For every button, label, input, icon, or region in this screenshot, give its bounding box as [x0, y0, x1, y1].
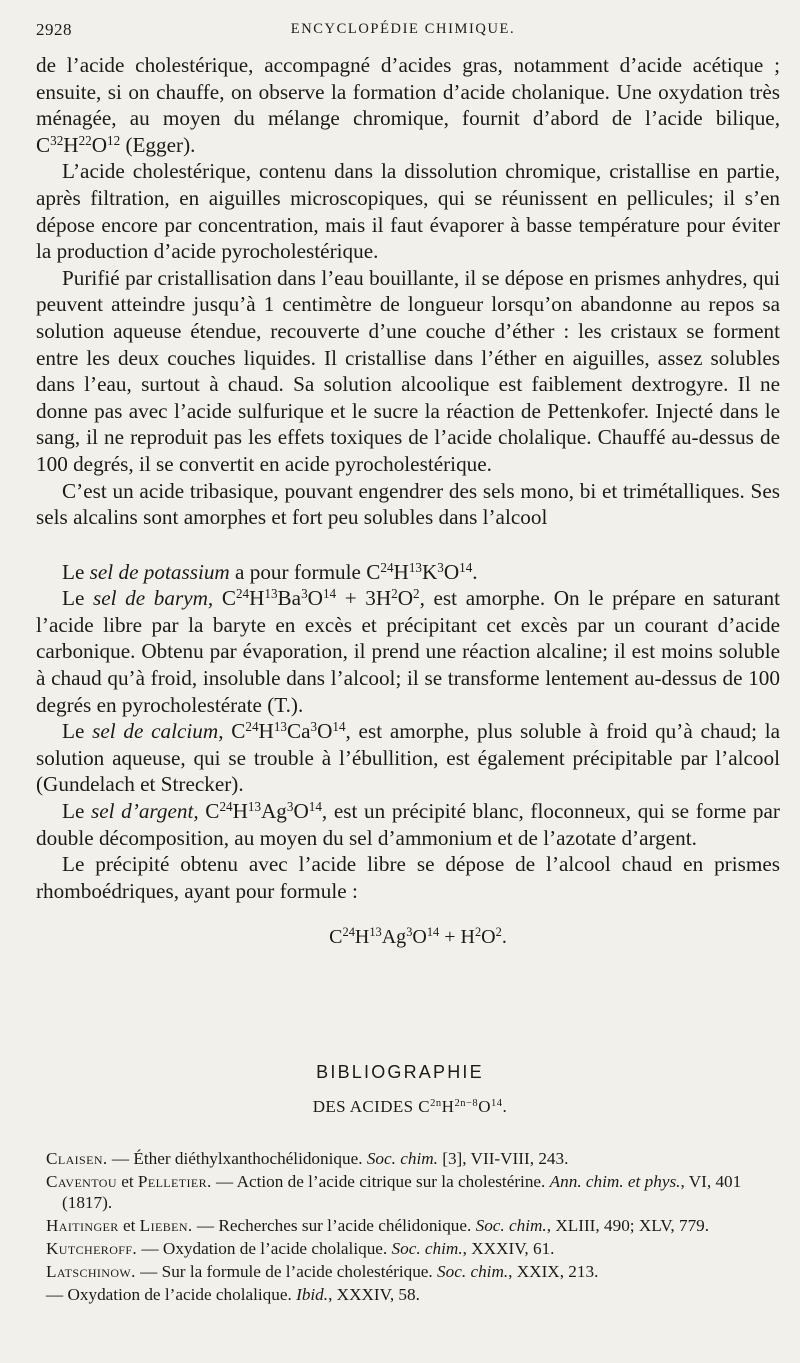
bibliography-entry	[46, 1261, 780, 1282]
paragraph-text: , est amorphe. On le prépare en saturant l’acide libre par la baryte en excès et précipitant cet excès par un courant d’acide carbonique. Obtenu par évaporation, il prend une réaction alcaline; il est moins soluble à chaud qu’à froid, insoluble dans l’alcool; il se transforme lentement au-dessus de 100 degrés en pyrocholestérate (T.).	[36, 586, 780, 717]
page-header	[36, 20, 770, 44]
paragraph: Le sel de barym, $C^{24}H^{13}Ba^3O^{14} + 3H^2O^2$, est amorphe. On le prépare en saturant l’acide libre par la baryte en excès et précipitant cet excès par un courant d’acide carbonique. Obtenu par évaporation, il prend une réaction alcaline; il est moins soluble à chaud qu’à froid, insoluble dans l’alcool; il se transforme lentement au-dessus de 100 degrés en pyrocholestérate (T.).	[36, 586, 780, 717]
paragraph-text: Le	[62, 799, 91, 824]
paragraph: C’est un acide tribasique, pouvant engendrer des sels mono, bi et trimétalliques. Ses sels alcalins sont amorphes et fort peu solubles dans l’alcool	[36, 478, 780, 530]
bibliography-entry	[46, 1171, 780, 1213]
spacer	[36, 531, 780, 559]
ref-author-join: et	[118, 1216, 140, 1235]
bibliography-title: BIBLIOGRAPHIE	[316, 1062, 484, 1082]
italic-term: sel de potassium	[89, 559, 230, 584]
ref-volume: , XXXIV, 61.	[462, 1239, 555, 1258]
paragraph: L’acide cholestérique, contenu dans la dissolution chromique, cristallise en partie, après filtration, en aiguilles microscopiques, qui se réunissent en pellicules; il s’en dépose encore par concentration, mais il faut évaporer à basse température pour éviter la production d’acide pyrocholestérique.	[36, 159, 780, 264]
paragraph-text: Le	[62, 559, 90, 584]
bibliography-entry	[46, 1148, 780, 1169]
ref-author: Lieben.	[139, 1216, 193, 1235]
ref-volume: [3], VII-VIII, 243.	[437, 1149, 569, 1168]
paragraph: Purifié par cristallisation dans l’eau bouillante, il se dépose en prismes anhydres, qui peuvent atteindre jusqu’à 1 centimètre de longueur lorsqu’on abandonne au repos sa solution aqueuse étendue, recouverte d’une couche d’éther : les cristaux se forment entre les deux couches liquides. Il cristallise dans l’éther en aiguilles, assez solubles dans l’eau, surtout à chaud. Sa solution alcoolique est faiblement dextrogyre. Il ne donne pas avec l’acide sulfurique et le sucre la réaction de Pettenkofer. Injecté dans le sang, il ne reproduit pas les effets toxiques de l’acide cholalique. Chauffé au-dessus de 100 degrés, il se convertit en acide pyrocholestérique.	[36, 265, 780, 476]
paragraph: Le sel de calcium, $C^{24}H^{13}Ca^3O^{14}$, est amorphe, plus soluble à froid qu’à chaud; la solution aqueuse, qui se trouble à l’ébullition, est également précipitable par l’alcool (Gundelach et Strecker).	[36, 719, 780, 797]
page-number: 2928	[36, 20, 72, 39]
ref-journal: Soc. chim.	[437, 1262, 509, 1281]
ref-title: — Éther diéthylxanthochélidonique.	[107, 1149, 367, 1168]
bibliography-subtitle-text: DES ACIDES	[312, 1097, 414, 1116]
paragraph-text: Le	[62, 586, 93, 611]
ref-title: — Action de l’acide citrique sur la cholestérine.	[211, 1172, 550, 1191]
ref-author: Haitinger	[46, 1216, 119, 1235]
ref-title: — Sur la formule de l’acide cholestérique.	[135, 1262, 438, 1281]
paragraph-text: , est un précipité blanc, floconneux, qui se forme par double décomposition, au moyen du sel d’ammonium et de l’azotate d’argent.	[36, 799, 780, 850]
bibliography-subtitle: DES ACIDES $C^{2n}H^{2n-8}O^{14}$.	[312, 1097, 508, 1116]
paragraph: de l’acide cholestérique, accompagné d’acides gras, notamment d’acide acétique ; ensuite, si on chauffe, on observe la formation d’acide cholanique. Une oxydation très ménagée, au moyen du mélange chromique, fournit d’abord de l’acide bilique, $C^{32}H^{22}O^{12}$ (Egger).	[36, 53, 780, 157]
chemical-formula: $C^{24}H^{13}Ag^3O^{14} + H^2O^2$.	[329, 925, 507, 949]
body-text	[36, 52, 780, 973]
italic-term: sel de calcium,	[92, 719, 224, 744]
ref-journal: Ibid.	[296, 1285, 329, 1304]
ref-journal: Soc. chim.	[475, 1216, 547, 1235]
ref-author: Claisen.	[46, 1149, 108, 1168]
ref-journal: Soc. chim.	[366, 1149, 438, 1168]
ref-journal: Soc. chim.	[391, 1239, 463, 1258]
ref-title: — Recherches sur l’acide chélidonique.	[192, 1216, 476, 1235]
ref-title: — Oxydation de l’acide cholalique.	[46, 1285, 297, 1304]
ref-author: Caventou	[46, 1172, 117, 1191]
paragraph-text: , est amorphe, plus soluble à froid qu’à chaud; la solution aqueuse, qui se trouble à l’ébullition, est également précipitable par l’alcool (Gundelach et Strecker).	[36, 719, 780, 797]
paragraph-text: (Egger).	[125, 132, 196, 157]
ref-author-join: et	[116, 1172, 138, 1191]
bibliography-entry	[46, 1215, 780, 1236]
italic-term: sel de barym,	[92, 586, 214, 611]
paragraph-text: a pour formule	[229, 559, 367, 584]
bibliography-entry	[46, 1284, 780, 1305]
ref-author: Pelletier.	[137, 1172, 212, 1191]
ref-volume: , XLIII, 490; XLV, 779.	[546, 1216, 710, 1235]
paragraph-text: Le	[62, 719, 93, 744]
ref-volume: , VI, 401 (1817).	[62, 1172, 742, 1212]
ref-author: Kutcheroff.	[46, 1239, 138, 1258]
ref-title: — Oxydation de l’acide cholalique.	[137, 1239, 392, 1258]
paragraph: Le précipité obtenu avec l’acide libre se dépose de l’alcool chaud en prismes rhomboédriques, ayant pour formule :	[36, 852, 780, 903]
paragraph: Le sel de potassium a pour formule $C^{24}H^{13}K^3O^{14}$.	[62, 559, 478, 584]
paragraph: Le sel d’argent, $C^{24}H^{13}Ag^3O^{14}$, est un précipité blanc, floconneux, qui se forme par double décomposition, au moyen du sel d’ammonium et de l’azotate d’argent.	[36, 798, 780, 850]
ref-author: Latschinow.	[46, 1262, 136, 1281]
ref-volume: , XXIX, 213.	[508, 1262, 599, 1281]
ref-journal: Ann. chim. et phys.	[549, 1172, 681, 1191]
running-title: ENCYCLOPÉDIE CHIMIQUE.	[290, 21, 516, 37]
italic-term: sel d’argent,	[91, 799, 199, 824]
ref-volume: , XXXIV, 58.	[328, 1285, 420, 1304]
bibliography-list	[46, 1148, 780, 1307]
paragraph-text: de l’acide cholestérique, accompagné d’acides gras, notamment d’acide acétique ; ensuite, si on chauffe, on observe la formation d’acide cholanique. Une oxydation très ménagée, au moyen du mélange chromique, fournit d’abord de l’acide bilique,	[36, 53, 780, 131]
bibliography-entry	[46, 1238, 780, 1259]
